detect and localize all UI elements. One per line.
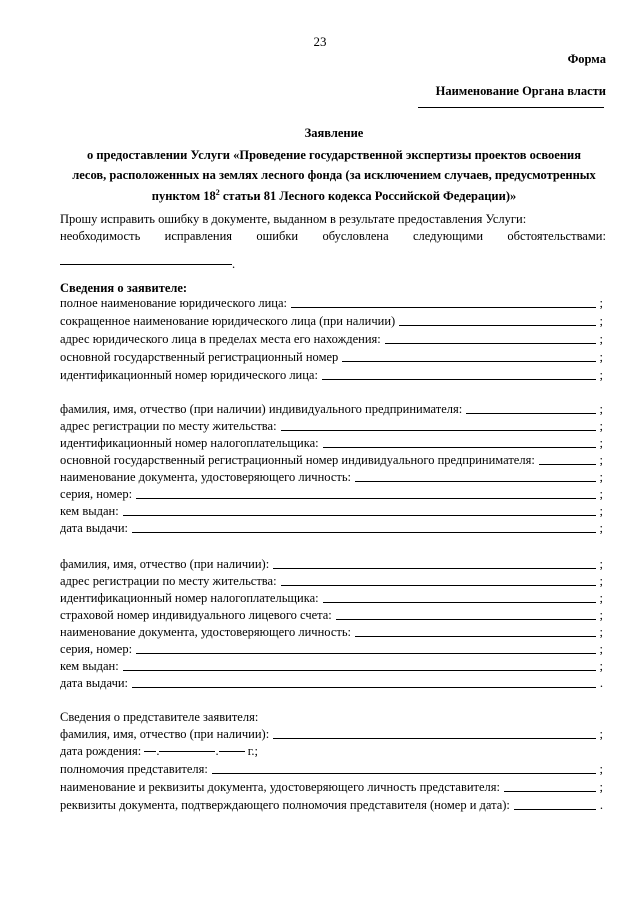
authority-label: Наименование Органа власти [435,84,606,98]
ip-id-document-field[interactable]: наименование документа, удостоверяющего личность: ; [60,470,603,484]
ip-address-field[interactable]: адрес регистрации по месту жительства: ; [60,419,603,433]
rep-authority-field[interactable]: полномочия представителя: ; [60,762,603,776]
form-label: Форма [567,52,606,66]
person-id-document-field[interactable]: наименование документа, удостоверяющего личность: ; [60,625,603,639]
rep-fio-field[interactable]: фамилия, имя, отчество (при наличии): ; [60,727,603,741]
ip-series-number-field[interactable]: серия, номер: ; [60,487,603,501]
person-issued-by-field[interactable]: кем выдан: ; [60,659,603,673]
person-series-number-field[interactable]: серия, номер: ; [60,642,603,656]
reason-line: необходимость исправления ошибки обусловлена следующими обстоятельствами: [60,229,606,243]
legal-ogrn-field[interactable]: основной государственный регистрационный номер ; [60,350,603,364]
ip-ogrnip-field[interactable]: основной государственный регистрационный номер индивидуального предпринимателя: ; [60,453,603,467]
ip-issued-by-field[interactable]: кем выдан: ; [60,504,603,518]
page-number: 23 [313,34,327,49]
ip-fio-field[interactable]: фамилия, имя, отчество (при наличии) индивидуального предпринимателя: ; [60,402,603,416]
title-line-2: о предоставлении Услуги «Проведение государственной экспертизы проектов освоения [87,148,581,162]
applicant-header: Сведения о заявителе: [60,281,188,295]
representative-header: Сведения о представителе заявителя: [60,710,259,724]
reason-input[interactable]: . [60,257,235,272]
legal-full-name-field[interactable]: полное наименование юридического лица: ; [60,296,603,310]
ip-inn-field[interactable]: идентификационный номер налогоплательщика: ; [60,436,603,450]
person-address-field[interactable]: адрес регистрации по месту жительства: ; [60,574,603,588]
title-line-4: пунктом $18^2$ статьи 81 Лесного кодекса Российской Федерации)» [151,188,517,204]
ip-issue-date-field[interactable]: дата выдачи: ; [60,521,603,535]
rep-birth-date-field[interactable]: дата рождения: . . г.; [60,744,259,758]
person-issue-date-field[interactable]: дата выдачи: . [60,676,603,690]
document-title: Заявление [304,126,364,140]
person-inn-field[interactable]: идентификационный номер налогоплательщика: ; [60,591,603,605]
title-line-3: лесов, расположенных на землях лесного фонда (за исключением случаев, предусмотренных [72,168,596,182]
authority-signature-line[interactable] [418,107,604,108]
person-fio-field[interactable]: фамилия, имя, отчество (при наличии): ; [60,557,603,571]
legal-inn-field[interactable]: идентификационный номер юридического лица: ; [60,368,603,382]
person-snils-field[interactable]: страховой номер индивидуального лицевого счета: ; [60,608,603,622]
legal-address-field[interactable]: адрес юридического лица в пределах места его нахождения: ; [60,332,603,346]
rep-id-document-field[interactable]: наименование и реквизиты документа, удостоверяющего личность представителя: ; [60,780,603,794]
request-text: Прошу исправить ошибку в документе, выданном в результате предоставления Услуги: [60,212,527,226]
rep-proof-document-field[interactable]: реквизиты документа, подтверждающего полномочия представителя (номер и дата): . [60,798,603,812]
legal-short-name-field[interactable]: сокращенное наименование юридического лица (при наличии) ; [60,314,603,328]
